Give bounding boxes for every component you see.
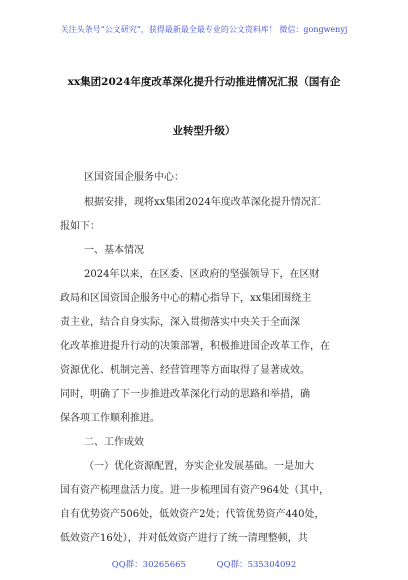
body-line: 化改革推进提升行动的决策部署，积极推进国企改革工作，在 — [60, 341, 330, 352]
body-line: 自有优势资产506处，低效资产2处；代管优势资产440处， — [60, 509, 325, 520]
body-line: 低效资产16处），并对低效资产进行了统一清理整顿，共 — [60, 533, 308, 544]
body-line: 国有资产梳理盘活力度。进一步梳理国有资产964处（其中， — [60, 485, 330, 496]
document-title-line-1: xx集团2024年度改革深化提升行动推进情况汇报（国有企 — [67, 76, 341, 88]
header-banner: 关注头条号“公文研究”，获得最新最全最专业的公文资料库！ 微信：gongwenyj — [60, 25, 348, 34]
footer-qq-group-1: QQ群：30265665 — [111, 560, 186, 570]
body-line: 保各项工作顺利推进。 — [60, 413, 160, 424]
body-line: 责主业，结合自身实际，深入贯彻落实中央关于全面深 — [60, 317, 300, 328]
body-line: 资源优化、机制完善、经营管理等方面取得了显著成效。 — [60, 365, 310, 376]
footer-qq-group-2: QQ群：535304092 — [216, 560, 297, 570]
body-line: 根据安排，现将xx集团2024年度改革深化提升情况汇 — [84, 197, 321, 208]
body-line: 政局和区国资国企服务中心的精心指导下，xx集团围绕主 — [60, 293, 312, 304]
section-heading: 二、工作成效 — [84, 437, 144, 448]
section-heading: 一、基本情况 — [84, 245, 144, 256]
body-line: （一）优化资源配置，夯实企业发展基础。一是加大 — [84, 461, 314, 472]
body-line: 同时，明确了下一步推进改革深化行动的思路和举措，确 — [60, 389, 310, 400]
body-line: 2024年以来，在区委、区政府的坚强领导下，在区财 — [84, 269, 320, 280]
body-line: 报如下： — [60, 221, 100, 232]
document-title-line-2: 业转型升级） — [172, 125, 236, 137]
footer — [0, 558, 408, 570]
body-line: 区国资国企服务中心： — [84, 172, 184, 183]
